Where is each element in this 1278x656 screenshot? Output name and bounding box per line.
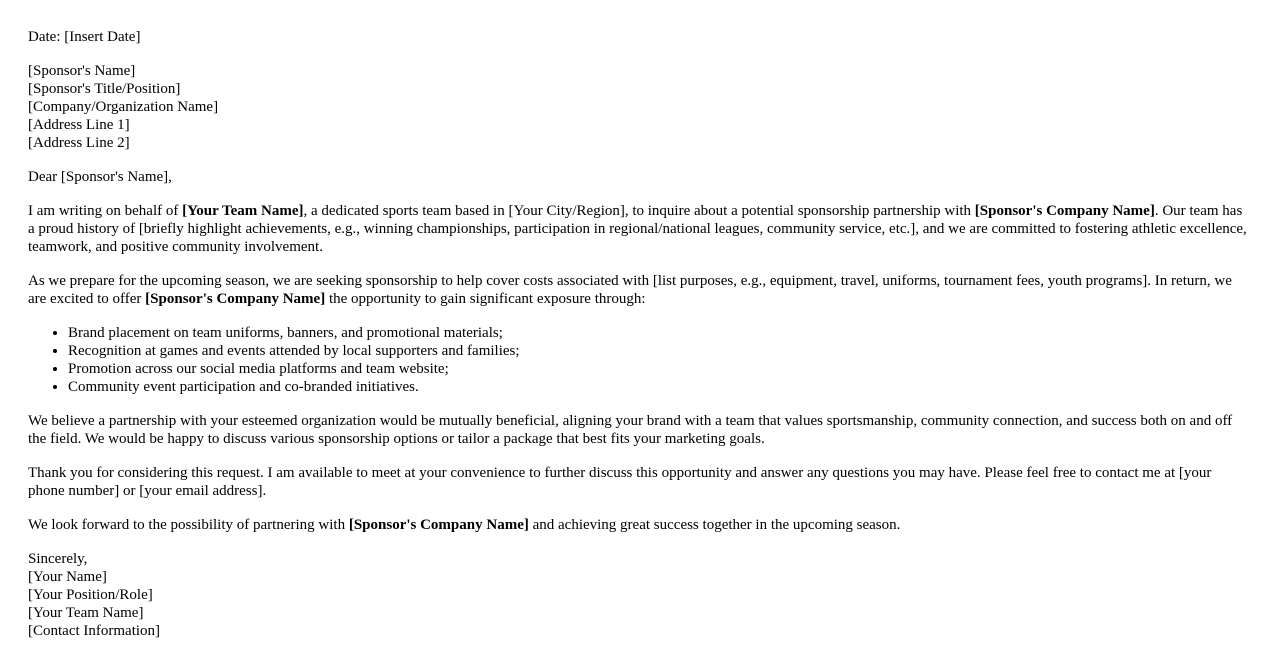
sponsor-company-bold: [Sponsor's Company Name]	[145, 291, 326, 307]
recipient-address-line-2: [Address Line 2]	[28, 135, 130, 151]
benefits-list	[28, 324, 1250, 396]
team-name-bold: [Your Team Name]	[182, 203, 304, 219]
intro-paragraph	[28, 202, 1250, 256]
intro-text-2: , a dedicated sports team based in [Your City/Region], to inquire about a potential sponsorship partnership with	[303, 203, 975, 219]
recipient-company: [Company/Organization Name]	[28, 99, 219, 115]
thank-you-paragraph: Thank you for considering this request. I am available to meet at your convenience to further discuss this opportunity and answer any questions you may have. Please feel free to contact me at [your phone number] or [your email address].	[28, 465, 1212, 499]
salutation: Dear [Sponsor's Name],	[28, 169, 172, 185]
signer-position: [Your Position/Role]	[28, 587, 153, 603]
sponsor-company-bold: [Sponsor's Company Name]	[974, 203, 1155, 219]
recipient-title: [Sponsor's Title/Position]	[28, 81, 181, 97]
signer-contact: [Contact Information]	[28, 623, 161, 639]
letter-document	[28, 28, 1250, 656]
recipient-name: [Sponsor's Name]	[28, 63, 136, 79]
intro-text-1: I am writing on behalf of	[28, 203, 183, 219]
benefit-item: • Recognition at games and events attended by local supporters and families;	[68, 342, 1250, 360]
signature-block	[28, 550, 1250, 640]
date-line: Date: [Insert Date]	[28, 29, 141, 45]
recipient-address-block	[28, 62, 1250, 152]
request-paragraph	[28, 272, 1250, 308]
intro-text-3: . Our team has a proud history of [briefly highlight achievements, e.g., winning championships, participation in regional/national leagues, community service, etc.], and we are committed to fostering athletic excellence, teamwork, and positive community involvement.	[28, 203, 1247, 255]
closing-text-1: We look forward to the possibility of partnering with	[28, 517, 349, 533]
request-text-1: As we prepare for the upcoming season, we are seeking sponsorship to help cover costs associated with [list purposes, e.g., equipment, travel, uniforms, tournament fees, youth programs]. In return, we are excited to offer	[28, 273, 1232, 307]
closing-text-2: and achieving great success together in the upcoming season.	[528, 517, 901, 533]
closing-paragraph	[28, 516, 1250, 534]
benefit-item: • Brand placement on team uniforms, banners, and promotional materials;	[68, 324, 1250, 342]
sponsor-company-bold: [Sponsor's Company Name]	[348, 517, 529, 533]
benefit-item: • Promotion across our social media platforms and team website;	[68, 360, 1250, 378]
request-text-2: the opportunity to gain significant exposure through:	[325, 291, 646, 307]
partnership-paragraph: We believe a partnership with your esteemed organization would be mutually beneficial, aligning your brand with a team that values sportsmanship, community connection, and success both on and off the field. We would be happy to discuss various sponsorship options or tailor a package that best fits your marketing goals.	[28, 413, 1233, 447]
signer-team: [Your Team Name]	[28, 605, 144, 621]
recipient-address-line-1: [Address Line 1]	[28, 117, 130, 133]
signer-name: [Your Name]	[28, 569, 107, 585]
sign-off: Sincerely,	[28, 551, 88, 567]
benefit-item: • Community event participation and co-branded initiatives.	[68, 378, 1250, 396]
